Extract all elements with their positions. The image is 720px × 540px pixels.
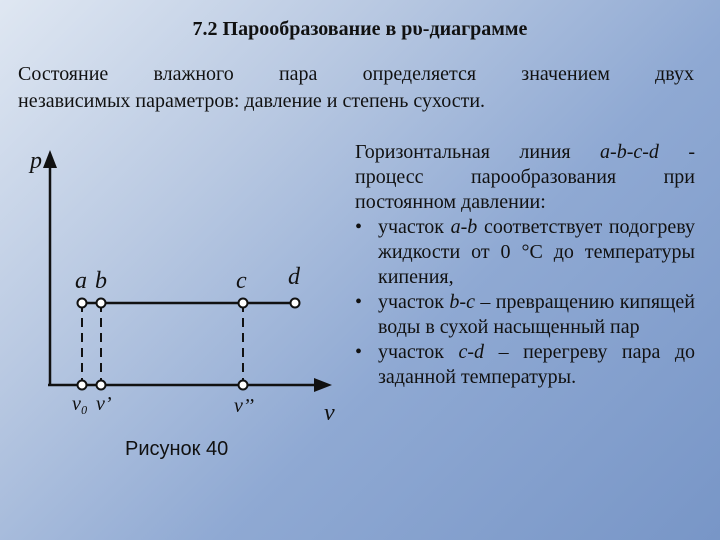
intro-line-1: Состояние влажного пара определяется значением двух <box>18 63 694 85</box>
item-post: – превращению кипящей воды в сухой насыщенный пар <box>378 291 696 338</box>
bullet-icon: • <box>355 216 363 238</box>
segment-list <box>355 215 695 390</box>
label-d: d <box>288 264 300 290</box>
tick-point-v0 <box>78 381 87 390</box>
x-axis-label: v <box>324 400 335 426</box>
y-axis-label: p <box>30 148 42 174</box>
intro-line-2: независимых параметров: давление и степень сухости. <box>18 90 486 112</box>
slide-title: 7.2 Парообразование в pυ-диаграмме <box>192 18 528 40</box>
item-pre: участок <box>378 291 450 313</box>
bullet-icon: • <box>355 291 363 313</box>
item-post: – перегреву пара до заданной температуры. <box>378 341 695 388</box>
tick-point-v1 <box>97 381 106 390</box>
label-c: c <box>236 268 247 294</box>
list-item <box>355 215 695 290</box>
intro-italic: a-b-c-d <box>600 141 659 163</box>
explanation-text <box>355 140 695 390</box>
pv-diagram <box>0 130 345 430</box>
point-a <box>78 299 87 308</box>
intro-suffix: - процесс парообразования при постоянном давлении: <box>355 141 695 213</box>
item-italic: a-b <box>450 216 478 238</box>
intro-text <box>18 61 694 115</box>
list-item <box>355 340 695 390</box>
figure-caption: Рисунок 40 <box>125 438 229 460</box>
item-italic: b-c <box>449 291 475 313</box>
item-post: соответствует подогреву жидкости от 0 °С до температуры кипения, <box>378 216 695 288</box>
intro-prefix: Горизонтальная линия <box>355 141 601 163</box>
tick-label-v0: v₀ <box>72 393 88 415</box>
item-italic: c-d <box>458 341 485 363</box>
point-c <box>239 299 248 308</box>
item-pre: участок <box>378 216 451 238</box>
tick-label-v2: v’’ <box>234 395 254 417</box>
tick-point-v2 <box>239 381 248 390</box>
point-d <box>291 299 300 308</box>
x-axis-arrow <box>314 378 332 392</box>
explanation-intro <box>355 140 695 215</box>
list-item <box>355 290 695 340</box>
bullet-icon: • <box>355 341 363 363</box>
point-b <box>97 299 106 308</box>
y-axis-arrow <box>43 150 57 168</box>
tick-label-v1: v’ <box>96 393 112 415</box>
item-pre: участок <box>378 341 459 363</box>
label-b: b <box>95 268 107 294</box>
label-a: a <box>75 268 87 294</box>
